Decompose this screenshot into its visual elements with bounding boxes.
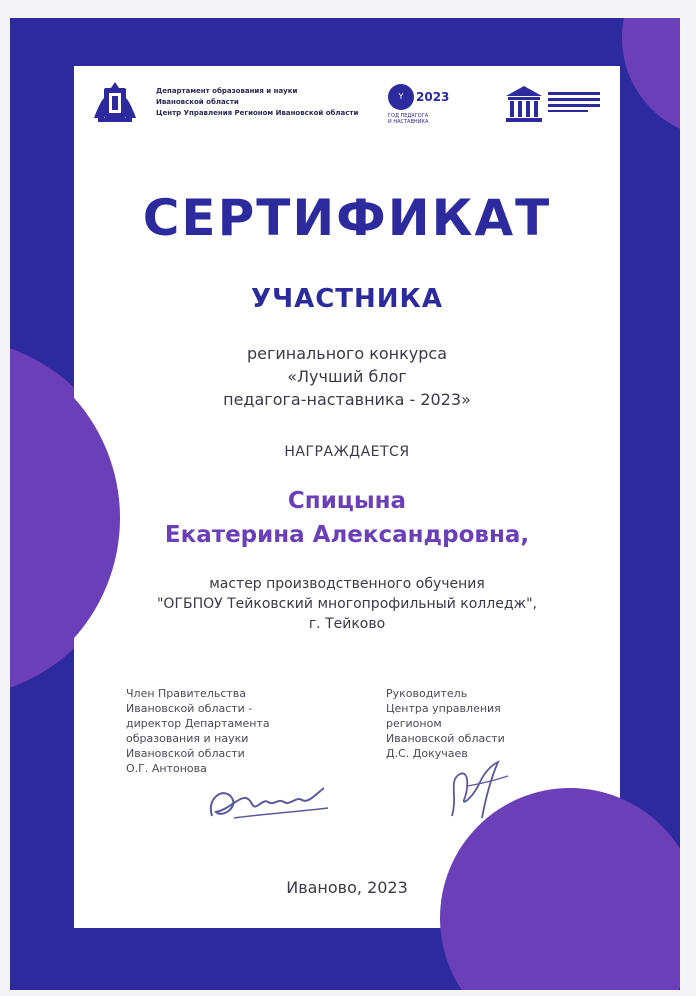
- decor-circle-top-right: [622, 18, 680, 138]
- year-badge-icon: Y: [388, 84, 414, 110]
- department-name: [156, 86, 358, 119]
- signatory-line: Руководитель: [386, 687, 468, 700]
- header-logos: [90, 82, 604, 130]
- certificate-paper: [74, 66, 620, 928]
- signatory-line: Ивановской области -: [126, 702, 253, 715]
- dept-line: Департамент образования и науки: [156, 87, 298, 95]
- university-logo: [504, 82, 604, 128]
- signatory-line: Центра управления: [386, 702, 501, 715]
- signatory-line: директор Департамента: [126, 717, 270, 730]
- signature-right: [438, 756, 518, 826]
- signatory-line: регионом: [386, 717, 442, 730]
- contest-line: «Лучший блог: [287, 367, 407, 386]
- contest-line: регинального конкурса: [246, 344, 448, 363]
- year-number: 2023: [416, 90, 450, 104]
- recipient-surname: Спицына: [287, 488, 407, 514]
- recipient-given-names: Екатерина Александровна,: [164, 522, 530, 548]
- position-line: г. Тейково: [308, 616, 386, 632]
- recipient-position: [74, 574, 620, 634]
- place-and-date: Иваново, 2023: [286, 878, 408, 897]
- signatory-left: [126, 686, 270, 776]
- year-caption-line: ГОД ПЕДАГОГА: [388, 113, 429, 119]
- year-caption-line: И НАСТАВНИКА: [388, 119, 429, 125]
- university-building-icon: [504, 84, 544, 124]
- signatory-line: Ивановской области: [126, 747, 245, 760]
- signatory-right: [386, 686, 505, 761]
- coat-of-arms-icon: [90, 82, 152, 126]
- certificate-frame: [10, 18, 680, 990]
- position-line: мастер производственного обучения: [209, 576, 485, 592]
- year-of-teacher-logo: [388, 82, 460, 128]
- dept-line: Центр Управления Регионом Ивановской области: [156, 109, 359, 117]
- awarded-label: НАГРАЖДАЕТСЯ: [284, 444, 410, 460]
- contest-line: педагога-наставника - 2023»: [223, 390, 471, 409]
- signatory-line: Ивановской области: [386, 732, 505, 745]
- signatory-line: Д.С. Докучаев: [386, 747, 468, 760]
- certificate-subtitle: УЧАСТНИКА: [251, 284, 443, 314]
- certificate-title: СЕРТИФИКАТ: [142, 189, 552, 247]
- signatory-line: О.Г. Антонова: [126, 762, 207, 775]
- position-line: "ОГБПОУ Тейковский многопрофильный колледж",: [156, 596, 537, 612]
- year-caption: [388, 113, 428, 125]
- recipient-name: [74, 484, 620, 552]
- signature-left: [204, 768, 334, 828]
- university-logo-lines: [548, 92, 600, 112]
- dept-line: Ивановской области: [156, 98, 239, 106]
- contest-description: [74, 342, 620, 411]
- signatory-line: Член Правительства: [126, 687, 247, 700]
- signatory-line: образования и науки: [126, 732, 249, 745]
